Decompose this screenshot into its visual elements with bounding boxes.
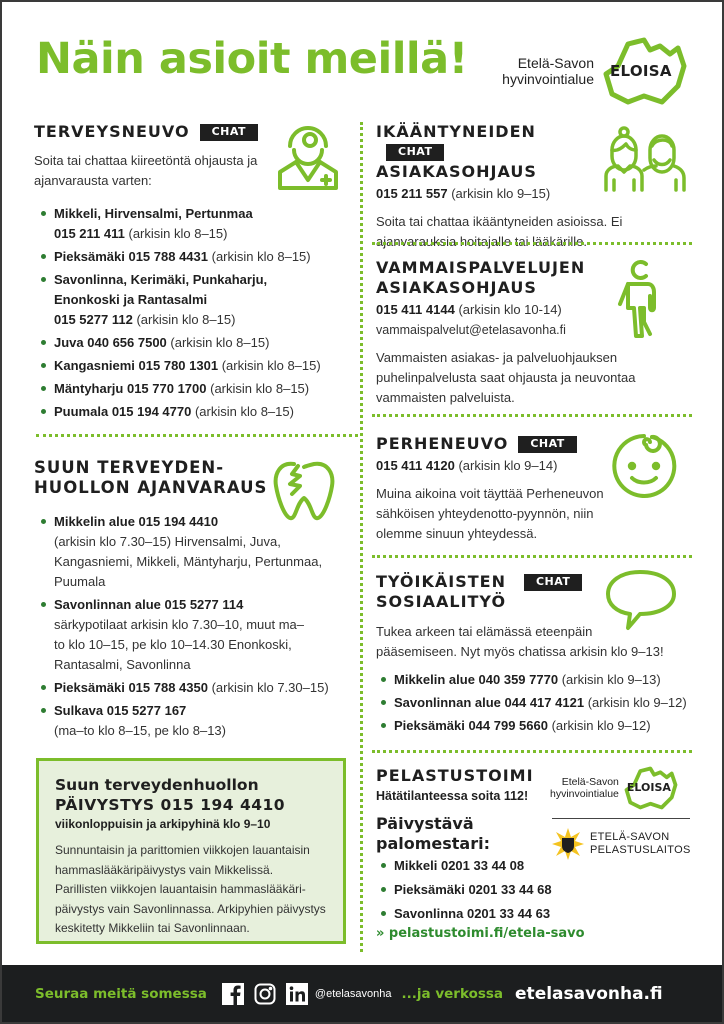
- tyoikaiset-list: [376, 670, 696, 739]
- body-text: Muina aikoina voit täyttää Perheneuvon sähköisen yhteydenotto-pyynnön, niin olemme sinuun yhteydessä.: [376, 486, 604, 541]
- list-item: Kangasniemi 015 780 1301 (arkisin klo 8–15): [36, 356, 336, 376]
- phone-link[interactable]: 015 5277 112: [54, 312, 133, 327]
- chat-badge[interactable]: CHAT: [200, 124, 258, 141]
- chat-badge[interactable]: CHAT: [524, 574, 582, 591]
- section-vammais: VAMMAISPALVELUJEN ASIAKASOHJAUS 015 411 4144 (arkisin klo 10-14) vammaispalvelut@etelasavonha.fi Vammaisten asiakas- ja palveluohjauksen puhelinpalvelusta saat ohjausta ja neuvontaa vammaisten palveluista.: [376, 258, 676, 408]
- section-heading: PERHENEUVO: [376, 434, 509, 453]
- section-heading: SUUN TERVEYDEN-: [34, 458, 225, 477]
- speech-bubble-icon: [604, 568, 678, 639]
- list-item: Pieksämäki 044 799 5660 (arkisin klo 9–12): [376, 716, 696, 736]
- eloisa-logo-icon: [598, 36, 692, 106]
- pelastus-list: [376, 856, 596, 928]
- list-item[interactable]: Mikkeli 0201 33 44 08: [376, 856, 596, 876]
- section-divider: [372, 414, 692, 417]
- section-ikaantyneet: IKÄÄNTYNEIDENCHAT ASIAKASOHJAUS 015 211 557 (arkisin klo 9–15) Soita tai chattaa ikääntyneiden asioissa. Ei ajanvarauksia hoitajalle tai lääkärille.: [376, 122, 596, 252]
- section-divider: [372, 750, 692, 753]
- list-item: Juva 040 656 7500 (arkisin klo 8–15): [36, 333, 336, 353]
- section-divider: [372, 242, 692, 245]
- phone-link[interactable]: 015 780 1301: [138, 358, 219, 373]
- suun-list: [36, 512, 346, 744]
- emergency-hours: viikonloppuisin ja arkipyhinä klo 9–10: [55, 817, 271, 831]
- linkedin-icon[interactable]: [285, 982, 309, 1006]
- person-icon: [614, 258, 664, 343]
- follow-label: Seuraa meitä somessa: [35, 985, 207, 1002]
- list-item: Savonlinna, Kerimäki, Punkaharju, Enonkoski ja Rantasalmi 015 5277 112 (arkisin klo 8–15): [36, 270, 306, 330]
- body-text: Soita tai chattaa ikääntyneiden asioissa. Ei ajanvarauksia hoitajalle tai lääkärille.: [376, 214, 623, 249]
- emergency-title: Suun terveydenhuollon: [55, 776, 259, 794]
- list-item: Mikkeli, Hirvensalmi, Pertunmaa 015 211 411 (arkisin klo 8–15): [36, 204, 336, 244]
- phone-link[interactable]: 015 211 411: [54, 226, 125, 241]
- list-item: Savonlinnan alue 015 5277 114 särkypotilaat arkisin klo 7.30–10, muut ma–to klo 10–15, pe klo 10–14.30 Enonkoski, Rantasalmi, Savonlinna: [36, 595, 306, 675]
- list-item: Savonlinnan alue 044 417 4121 (arkisin klo 9–12): [376, 693, 696, 713]
- list-item: Pieksämäki 015 788 4431 (arkisin klo 8–15): [36, 247, 336, 267]
- section-terveysneuvo: [34, 122, 284, 191]
- phone-link[interactable]: 015 411 4144: [376, 302, 455, 317]
- section-heading: TERVEYSNEUVO: [34, 122, 190, 141]
- list-item: Mikkelin alue 040 359 7770 (arkisin klo 9–13): [376, 670, 696, 690]
- section-suun-ajanvaraus: [34, 458, 267, 498]
- email-link[interactable]: vammaispalvelut@etelasavonha.fi: [376, 323, 566, 337]
- page-title: Näin asioit meillä!: [36, 34, 468, 84]
- rescue-star-icon: [552, 828, 584, 860]
- list-item: Puumala 015 194 4770 (arkisin klo 8–15): [36, 402, 336, 422]
- emergency-phone[interactable]: PÄIVYSTYS 015 194 4410: [55, 796, 286, 814]
- web-label: ...ja verkossa: [401, 985, 504, 1002]
- chat-badge[interactable]: CHAT: [518, 436, 576, 453]
- instagram-icon[interactable]: [253, 982, 277, 1006]
- section-divider: [36, 434, 358, 437]
- intro-text: Soita tai chattaa kiireetöntä ohjausta ja ajanvarausta varten:: [34, 153, 258, 188]
- doctor-icon: [272, 120, 344, 197]
- duty-heading: palomestari:: [376, 834, 490, 853]
- pelastuslaitos-logo: ETELÄ-SAVON PELASTUSLAITOS: [552, 828, 691, 860]
- section-heading: TYÖIKÄISTEN: [376, 572, 506, 591]
- rescue-website-link[interactable]: » pelastustoimi.fi/etela-savo: [376, 926, 585, 941]
- column-divider: [360, 122, 363, 952]
- emergency-number: Hätätilanteessa soita 112!: [376, 789, 529, 803]
- footer: [2, 965, 722, 1022]
- section-heading: ASIAKASOHJAUS: [376, 278, 537, 297]
- list-item[interactable]: Savonlinna 0201 33 44 63: [376, 904, 596, 924]
- facebook-icon[interactable]: [221, 982, 245, 1006]
- duty-heading: Päivystävä: [376, 814, 474, 833]
- brand-line2: hyvinvointialue: [502, 71, 594, 87]
- section-heading: IKÄÄNTYNEIDEN: [376, 122, 536, 141]
- section-heading: SOSIAALITYÖ: [376, 592, 507, 611]
- elderly-couple-icon: [602, 126, 686, 197]
- logo-divider: [552, 818, 690, 819]
- eloisa-small-logo: Etelä-Savon hyvinvointialue ELOISA: [550, 766, 681, 810]
- phone-link[interactable]: 015 211 557: [376, 186, 448, 201]
- list-item: Mikkelin alue 015 194 4410 (arkisin klo 7.30–15) Hirvensalmi, Juva, Kangasniemi, Mikkeli, Mäntyharju, Pertunmaa, Puumala: [36, 512, 346, 592]
- emergency-body: Sunnuntaisin ja parittomien viikkojen lauantaisin hammaslääkäripäivystys vain Mikkelissä. Parillisten viikkojen lauantaisin hammaslääkäri-päivystys vain Savonlinnassa. Arkipyhien päivystys keskitetty Mikkeliin tai Savonlinnaan.: [55, 843, 326, 935]
- list-item: Sulkava 015 5277 167 (ma–to klo 8–15, pe klo 8–13): [36, 701, 346, 741]
- baby-face-icon: [608, 430, 680, 507]
- eloisa-wordmark: ELOISA: [610, 62, 672, 80]
- phone-link[interactable]: 015 411 4120: [376, 458, 455, 473]
- chat-badge[interactable]: CHAT: [386, 144, 444, 161]
- website-link[interactable]: etelasavonha.fi: [515, 983, 663, 1004]
- list-item[interactable]: Pieksämäki 0201 33 44 68: [376, 880, 596, 900]
- list-item: Pieksämäki 015 788 4350 (arkisin klo 7.30–15): [36, 678, 346, 698]
- phone-link[interactable]: 040 656 7500: [87, 335, 167, 350]
- body-text: Tukea arkeen tai elämässä eteenpäin pääsemiseen. Nyt myös chatissa arkisin klo 9–13!: [376, 624, 664, 659]
- eloisa-logo-icon: ELOISA: [621, 766, 681, 810]
- brand-logo[interactable]: [502, 36, 692, 106]
- phone-link[interactable]: 015 788 4431: [128, 249, 208, 264]
- page: [2, 2, 722, 1022]
- list-item: Mäntyharju 015 770 1700 (arkisin klo 8–15): [36, 379, 336, 399]
- body-text: Vammaisten asiakas- ja palveluohjauksen puhelinpalvelusta saat ohjausta ja neuvontaa vammaisten palveluista.: [376, 350, 636, 405]
- section-heading: HUOLLON AJANVARAUS: [34, 478, 268, 497]
- phone-link[interactable]: 015 770 1700: [126, 381, 207, 396]
- section-heading: VAMMAISPALVELUJEN: [376, 258, 586, 277]
- terveysneuvo-list: [36, 204, 336, 425]
- section-pelastus: [376, 766, 576, 854]
- section-heading: PELASTUSTOIMI: [376, 766, 534, 785]
- dental-emergency-box: [36, 758, 346, 944]
- phone-link[interactable]: 015 194 4770: [111, 404, 192, 419]
- section-divider: [372, 555, 692, 558]
- social-handle[interactable]: @etelasavonha: [314, 987, 392, 1000]
- section-heading: ASIAKASOHJAUS: [376, 162, 537, 181]
- section-perheneuvo: PERHENEUVO CHAT 015 411 4120 (arkisin klo 9–14) Muina aikoina voit täyttää Perheneuvon sähköisen yhteydenotto-pyynnön, niin olemme sinuun yhteydessä.: [376, 434, 676, 544]
- brand-line1: Etelä-Savon: [517, 55, 594, 71]
